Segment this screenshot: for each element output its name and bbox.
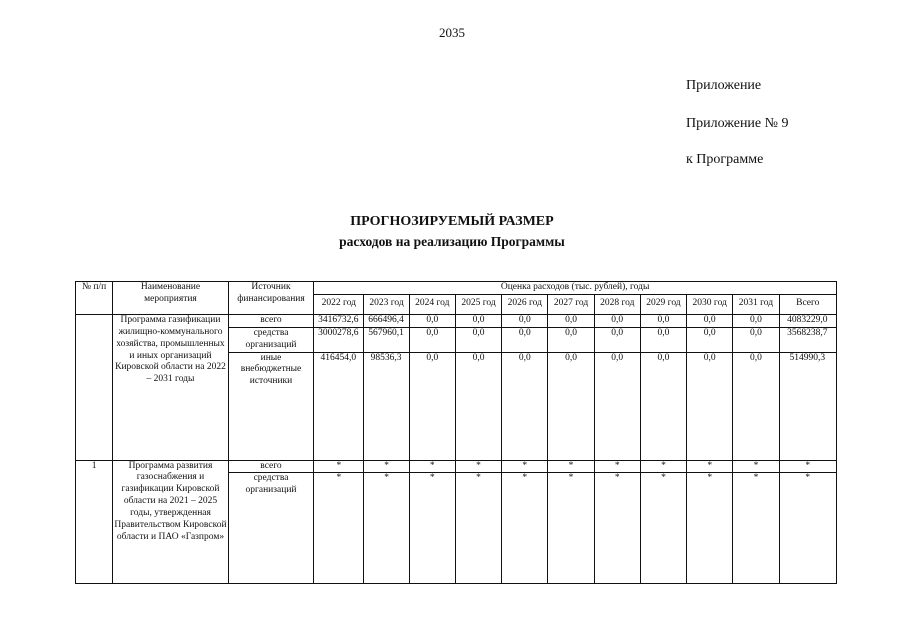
value-cell: 567960,1 [364, 327, 409, 352]
value-cell: * [640, 473, 686, 584]
value-cell: 3000278,6 [314, 327, 364, 352]
value-cell: 0,0 [687, 314, 733, 327]
header-year: 2026 год [502, 294, 548, 314]
header-num: № п/п [76, 282, 113, 315]
appendix-line-2: Приложение № 9 [686, 116, 789, 131]
value-cell: 0,0 [502, 314, 548, 327]
header-year: 2027 год [548, 294, 594, 314]
value-cell: 0,0 [409, 327, 455, 352]
table-row [76, 460, 837, 473]
row-name: Программа развития газоснабжения и газификации Кировской области на 2021 – 2025 годы, утвержденная Правительством Кировской области и ПАО «Газпром» [113, 460, 229, 584]
total-cell: 4083229,0 [779, 314, 836, 327]
row-name: Программа газификации жилищно-коммунального хозяйства, промышленных и иных организаций Кировской области на 2022 – 2031 годы [113, 314, 229, 460]
value-cell: * [548, 460, 594, 473]
value-cell: * [314, 473, 364, 584]
header-row-1 [76, 282, 837, 295]
appendix-line-3: к Программе [686, 152, 764, 167]
value-cell: * [733, 460, 779, 473]
value-cell: * [455, 473, 501, 584]
value-cell: 0,0 [687, 327, 733, 352]
header-year: 2031 год [733, 294, 779, 314]
source-cell: средства организаций [228, 327, 313, 352]
appendix-line-1: Приложение [686, 78, 762, 93]
value-cell: 0,0 [548, 314, 594, 327]
value-cell: 0,0 [502, 352, 548, 460]
value-cell: 0,0 [455, 314, 501, 327]
source-cell: средства организаций [228, 473, 313, 584]
table-row [76, 314, 837, 327]
value-cell: * [687, 473, 733, 584]
value-cell: 0,0 [409, 314, 455, 327]
value-cell: * [502, 473, 548, 584]
total-cell: 3568238,7 [779, 327, 836, 352]
value-cell: 0,0 [594, 327, 640, 352]
header-year: 2030 год [687, 294, 733, 314]
value-cell: * [314, 460, 364, 473]
header-year: 2028 год [594, 294, 640, 314]
header-year: 2029 год [640, 294, 686, 314]
total-cell: * [779, 473, 836, 584]
header-year: 2022 год [314, 294, 364, 314]
value-cell: 0,0 [455, 352, 501, 460]
value-cell: * [455, 460, 501, 473]
value-cell: * [409, 473, 455, 584]
value-cell: 0,0 [687, 352, 733, 460]
value-cell: 0,0 [548, 327, 594, 352]
total-cell: 514990,3 [779, 352, 836, 460]
value-cell: 98536,3 [364, 352, 409, 460]
source-cell: всего [228, 460, 313, 473]
page-number: 2035 [439, 25, 465, 40]
value-cell: * [409, 460, 455, 473]
source-cell: всего [228, 314, 313, 327]
header-year: 2023 год [364, 294, 409, 314]
value-cell: * [594, 460, 640, 473]
value-cell: 0,0 [594, 314, 640, 327]
value-cell: 0,0 [640, 352, 686, 460]
row-num: 1 [76, 460, 113, 584]
header-total: Всего [779, 294, 836, 314]
document-title: ПРОГНОЗИРУЕМЫЙ РАЗМЕР [350, 214, 554, 229]
value-cell: 0,0 [640, 314, 686, 327]
value-cell: * [502, 460, 548, 473]
row-num [76, 314, 113, 460]
total-cell: * [779, 460, 836, 473]
value-cell: * [364, 460, 409, 473]
value-cell: * [733, 473, 779, 584]
expenses-table [75, 281, 837, 584]
value-cell: 0,0 [548, 352, 594, 460]
value-cell: * [640, 460, 686, 473]
value-cell: 0,0 [455, 327, 501, 352]
header-year: 2025 год [455, 294, 501, 314]
value-cell: 0,0 [733, 314, 779, 327]
value-cell: 0,0 [502, 327, 548, 352]
value-cell: * [364, 473, 409, 584]
value-cell: 0,0 [640, 327, 686, 352]
value-cell: 3416732,6 [314, 314, 364, 327]
value-cell: 0,0 [733, 327, 779, 352]
value-cell: 666496,4 [364, 314, 409, 327]
header-year: 2024 год [409, 294, 455, 314]
value-cell: 0,0 [594, 352, 640, 460]
value-cell: * [548, 473, 594, 584]
value-cell: 416454,0 [314, 352, 364, 460]
header-source: Источник финансирования [228, 282, 313, 315]
source-cell: иные внебюджетные источники [228, 352, 313, 460]
value-cell: 0,0 [733, 352, 779, 460]
value-cell: * [687, 460, 733, 473]
document-subtitle: расходов на реализацию Программы [339, 234, 565, 249]
value-cell: * [594, 473, 640, 584]
value-cell: 0,0 [409, 352, 455, 460]
header-costs: Оценка расходов (тыс. рублей), годы [314, 282, 837, 295]
header-name: Наименование мероприятия [113, 282, 229, 315]
